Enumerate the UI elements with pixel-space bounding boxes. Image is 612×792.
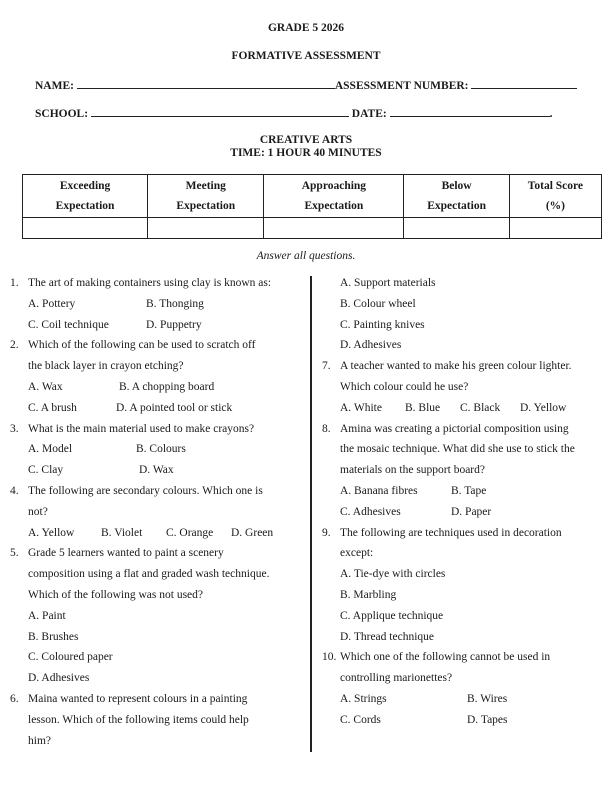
option-a[interactable]: A. White bbox=[340, 401, 382, 414]
question-text: materials on the support board? bbox=[340, 464, 485, 477]
question-text: Amina was creating a pictorial composition using bbox=[340, 422, 569, 435]
question-text: The art of making containers using clay is known as: bbox=[28, 277, 272, 289]
name-field[interactable] bbox=[77, 78, 335, 89]
option-c[interactable]: C. Coil technique bbox=[28, 318, 109, 331]
question-10 bbox=[322, 647, 607, 689]
option-c[interactable]: C. Coloured paper bbox=[28, 651, 113, 664]
question-text: lesson. Which of the following items could help bbox=[28, 713, 249, 726]
name-row bbox=[35, 78, 577, 92]
question-5 bbox=[10, 543, 305, 605]
question-number: 3. bbox=[10, 422, 19, 435]
option-a[interactable]: A. Banana fibres bbox=[340, 484, 418, 497]
option-d[interactable]: D. Adhesives bbox=[340, 339, 402, 352]
score-table bbox=[22, 174, 602, 239]
option-a[interactable]: A. Wax bbox=[28, 380, 63, 393]
option-c[interactable]: C. Orange bbox=[166, 526, 214, 539]
score-cell-below[interactable] bbox=[404, 218, 509, 239]
header-exceeding: Exceeding Expectation bbox=[23, 175, 148, 218]
school-row bbox=[35, 106, 552, 120]
options-row bbox=[10, 398, 305, 419]
question-number: 1. bbox=[10, 277, 19, 289]
option-c[interactable]: C. Black bbox=[460, 401, 501, 414]
option-c[interactable]: C. Cords bbox=[340, 713, 381, 726]
option-d[interactable]: D. Paper bbox=[451, 505, 492, 518]
score-cell-approaching[interactable] bbox=[264, 218, 404, 239]
options-row bbox=[322, 398, 607, 419]
option-b[interactable]: B. Colours bbox=[136, 443, 186, 456]
question-text: A teacher wanted to make his green colour lighter. bbox=[340, 360, 572, 373]
question-2 bbox=[10, 335, 305, 377]
option-b[interactable]: B. Thonging bbox=[146, 297, 204, 310]
question-number: 2. bbox=[10, 339, 19, 352]
options-row bbox=[322, 689, 607, 710]
question-text: What is the main material used to make crayons? bbox=[28, 422, 255, 435]
score-cell-total[interactable] bbox=[509, 218, 601, 239]
option-b[interactable]: B. Blue bbox=[405, 401, 441, 414]
option-d[interactable]: D. Adhesives bbox=[28, 672, 90, 685]
question-text: the mosaic technique. What did she use to stick the bbox=[340, 443, 575, 456]
option-a[interactable]: A. Pottery bbox=[28, 297, 76, 310]
score-table-entry-row bbox=[23, 218, 602, 239]
question-number: 9. bbox=[322, 526, 331, 539]
question-text: not? bbox=[28, 505, 48, 518]
question-text: Which one of the following cannot be used in bbox=[340, 651, 551, 664]
question-text: him? bbox=[28, 734, 51, 747]
option-a[interactable]: A. Support materials bbox=[340, 277, 436, 289]
option-d[interactable]: D. Puppetry bbox=[146, 318, 202, 331]
header-approaching: Approaching Expectation bbox=[264, 175, 404, 218]
options-row bbox=[322, 481, 607, 502]
question-text: composition using a flat and graded wash technique. bbox=[28, 568, 270, 581]
question-text: except: bbox=[340, 547, 374, 560]
option-c[interactable]: C. Clay bbox=[28, 464, 64, 477]
school-label: SCHOOL: bbox=[35, 108, 89, 120]
assessment-number-field[interactable] bbox=[471, 78, 577, 89]
option-d[interactable]: D. A pointed tool or stick bbox=[116, 401, 233, 414]
option-b[interactable]: B. Marbling bbox=[340, 588, 397, 601]
option-c[interactable]: C. Adhesives bbox=[340, 505, 401, 518]
left-column bbox=[10, 273, 305, 751]
option-a[interactable]: A. Tie-dye with circles bbox=[340, 568, 446, 581]
option-d[interactable]: D. Thread technique bbox=[340, 630, 434, 643]
grade-title: GRADE 5 2026 bbox=[267, 22, 345, 34]
options-row bbox=[10, 523, 305, 544]
question-text: Maina wanted to represent colours in a painting bbox=[28, 692, 248, 705]
option-a[interactable]: A. Model bbox=[28, 443, 73, 456]
column-divider bbox=[310, 276, 312, 752]
date-field[interactable] bbox=[390, 106, 550, 117]
question-text: the black layer in crayon etching? bbox=[28, 360, 184, 373]
option-c[interactable]: C. Painting knives bbox=[340, 318, 425, 331]
question-9 bbox=[322, 523, 607, 565]
header-meeting: Meeting Expectation bbox=[148, 175, 264, 218]
question-text: Which of the following can be used to scratch off bbox=[28, 339, 256, 352]
question-text: The following are techniques used in decoration bbox=[340, 526, 562, 539]
header-total-score: Total Score (%) bbox=[509, 175, 601, 218]
option-b[interactable]: B. Violet bbox=[101, 526, 143, 539]
option-b[interactable]: B. Brushes bbox=[28, 630, 79, 643]
question-7 bbox=[322, 356, 607, 398]
question-text: controlling marionettes? bbox=[340, 672, 453, 685]
option-d[interactable]: D. Tapes bbox=[467, 713, 508, 726]
option-b[interactable]: B. Tape bbox=[451, 484, 487, 497]
question-text: The following are secondary colours. Which one is bbox=[28, 484, 263, 497]
score-cell-meeting[interactable] bbox=[148, 218, 264, 239]
options-row bbox=[10, 460, 305, 481]
options-row bbox=[322, 710, 607, 731]
option-c[interactable]: C. A brush bbox=[28, 401, 77, 414]
subject-title: CREATIVE ARTS bbox=[259, 134, 353, 146]
options-row bbox=[10, 315, 305, 336]
question-text: Which colour could he use? bbox=[340, 380, 469, 393]
date-end-mark: . bbox=[549, 108, 553, 120]
question-4 bbox=[10, 481, 305, 523]
option-a[interactable]: A. Yellow bbox=[28, 526, 75, 539]
score-table-header-row bbox=[23, 175, 602, 218]
option-d[interactable]: D. Yellow bbox=[520, 401, 567, 414]
question-text: Grade 5 learners wanted to paint a scenery bbox=[28, 547, 224, 560]
question-number: 8. bbox=[322, 422, 331, 435]
assessment-number-label: ASSESSMENT NUMBER: bbox=[334, 80, 469, 92]
question-number: 7. bbox=[322, 360, 331, 373]
school-field[interactable] bbox=[91, 106, 349, 117]
option-d[interactable]: D. Wax bbox=[139, 464, 174, 477]
option-a[interactable]: A. Strings bbox=[340, 692, 387, 705]
question-6 bbox=[10, 689, 305, 751]
right-column bbox=[322, 273, 607, 731]
question-1 bbox=[10, 273, 305, 294]
options-row bbox=[10, 294, 305, 315]
option-b[interactable]: B. Colour wheel bbox=[340, 297, 416, 310]
assessment-type-title: FORMATIVE ASSESSMENT bbox=[231, 50, 381, 62]
options-row bbox=[10, 377, 305, 398]
score-cell-exceeding[interactable] bbox=[23, 218, 148, 239]
time-allowed: TIME: 1 HOUR 40 MINUTES bbox=[230, 147, 382, 159]
name-label: NAME: bbox=[35, 80, 74, 92]
question-3 bbox=[10, 419, 305, 440]
instructions: Answer all questions. bbox=[256, 250, 356, 262]
options-row bbox=[322, 502, 607, 523]
option-c[interactable]: C. Applique technique bbox=[340, 609, 444, 622]
option-b[interactable]: B. A chopping board bbox=[119, 380, 215, 393]
subject-block bbox=[0, 134, 612, 160]
option-b[interactable]: B. Wires bbox=[467, 692, 508, 705]
date-label: DATE: bbox=[351, 108, 387, 120]
option-d[interactable]: D. Green bbox=[231, 526, 274, 539]
question-number: 10. bbox=[322, 651, 337, 664]
header-below: Below Expectation bbox=[404, 175, 509, 218]
question-number: 6. bbox=[10, 692, 19, 705]
question-number: 5. bbox=[10, 547, 19, 560]
options-row bbox=[10, 439, 305, 460]
question-text: Which of the following was not used? bbox=[28, 588, 204, 601]
question-number: 4. bbox=[10, 484, 19, 497]
question-8 bbox=[322, 419, 607, 481]
option-a[interactable]: A. Paint bbox=[28, 609, 66, 622]
